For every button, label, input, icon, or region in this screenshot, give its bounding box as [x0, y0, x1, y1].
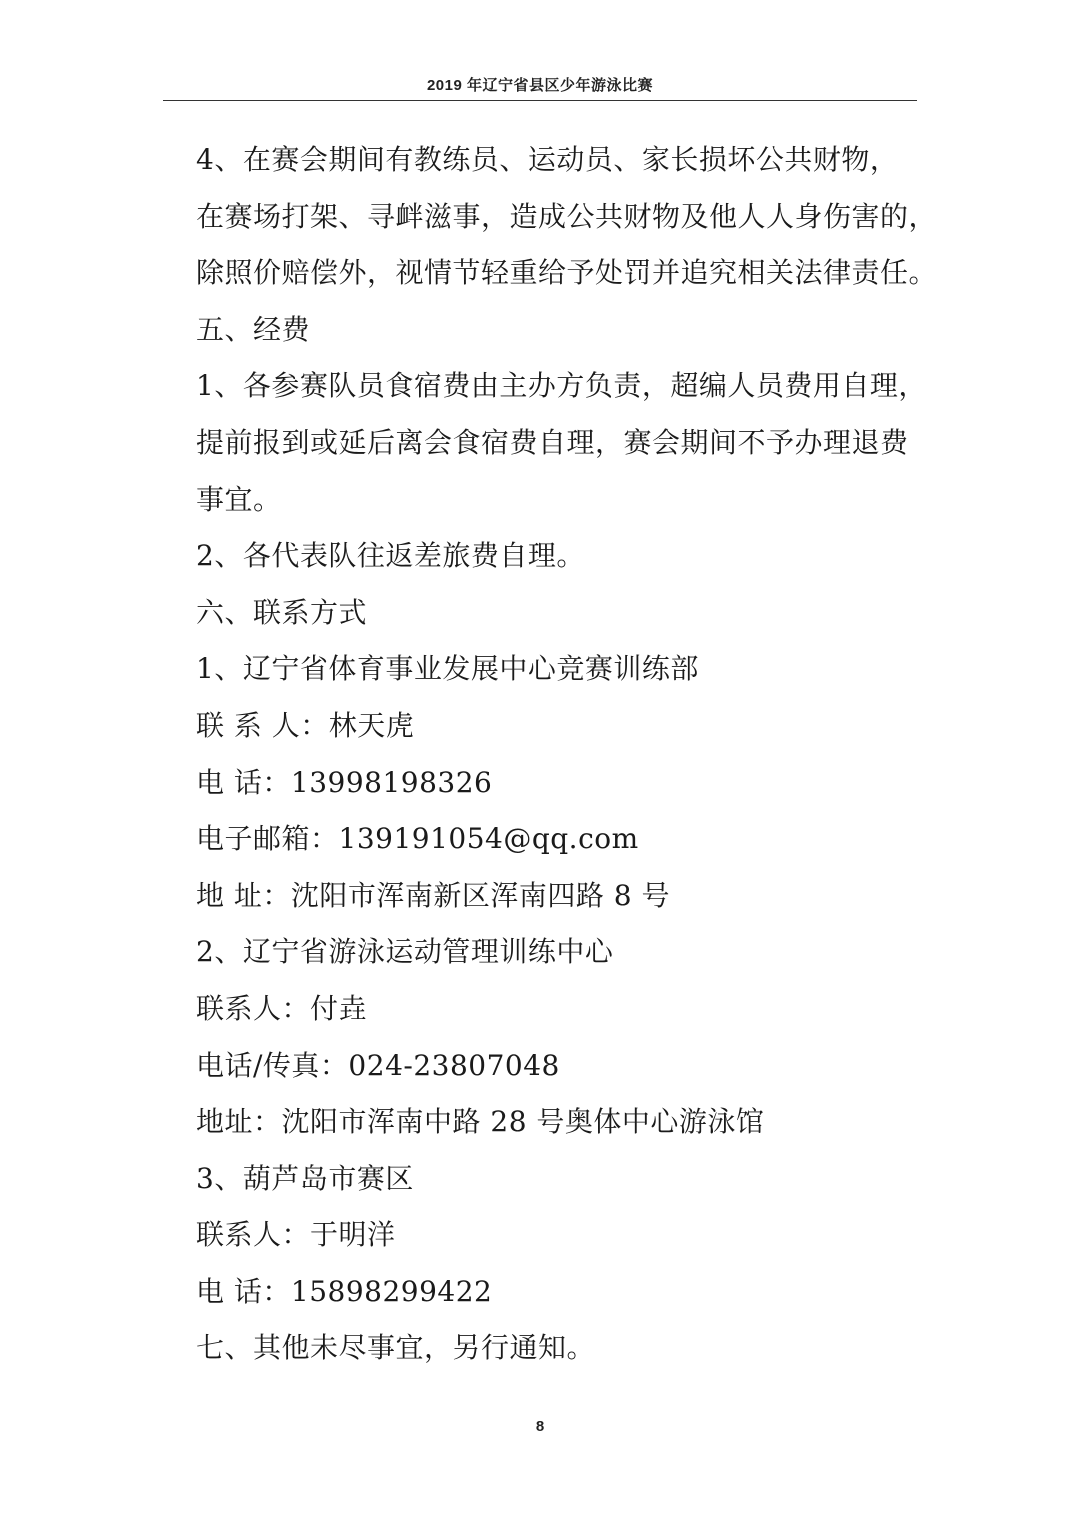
- section-heading-other: 七、其他未尽事宜，另行通知。: [196, 1331, 596, 1365]
- paragraph-line: 在赛场打架、寻衅滋事，造成公共财物及他人人身伤害的，: [196, 199, 938, 233]
- paragraph-line: 4、在赛会期间有教练员、运动员、家长损坏公共财物，: [196, 143, 899, 176]
- paragraph-line: 2、各代表队往返差旅费自理。: [196, 539, 585, 573]
- paragraph-line: 除照价赔偿外，视情节轻重给予处罚并追究相关法律责任。: [196, 256, 938, 290]
- contact-phone-3: 电 话：15898299422: [196, 1274, 493, 1308]
- contact-address-2: 地址：沈阳市浑南中路 28 号奥体中心游泳馆: [196, 1105, 765, 1139]
- paragraph-line: 事宜。: [196, 482, 282, 516]
- document-body: [196, 132, 936, 1377]
- contact-org-2: 2、辽宁省游泳运动管理训练中心: [196, 935, 614, 969]
- contact-org-1: 1、辽宁省体育事业发展中心竞赛训练部: [196, 652, 699, 686]
- contact-person-2: 联系人：付垚: [196, 991, 368, 1025]
- header-divider: [163, 100, 917, 101]
- contact-phone-fax-2: 电话/传真：024-23807048: [196, 1048, 560, 1082]
- contact-person-3: 联系人：于明洋: [196, 1218, 396, 1252]
- contact-address-1: 地 址：沈阳市浑南新区浑南四路 8 号: [196, 878, 671, 912]
- contact-email-1: 电子邮箱：139191054@qq.com: [196, 822, 639, 856]
- contact-phone-1: 电 话：13998198326: [196, 765, 493, 799]
- section-heading-contact: 六、联系方式: [196, 595, 368, 629]
- paragraph-line: 1、各参赛队员食宿费由主办方负责，超编人员费用自理，: [196, 369, 927, 403]
- page-header-title: 2019 年辽宁省县区少年游泳比赛: [426, 77, 654, 94]
- page-number: 8: [535, 1418, 545, 1435]
- contact-org-3: 3、葫芦岛市赛区: [196, 1161, 414, 1195]
- section-heading-funding: 五、经费: [196, 312, 311, 346]
- contact-person-1: 联 系 人：林天虎: [196, 708, 415, 742]
- paragraph-line: 提前报到或延后离会食宿费自理，赛会期间不予办理退费: [196, 425, 909, 459]
